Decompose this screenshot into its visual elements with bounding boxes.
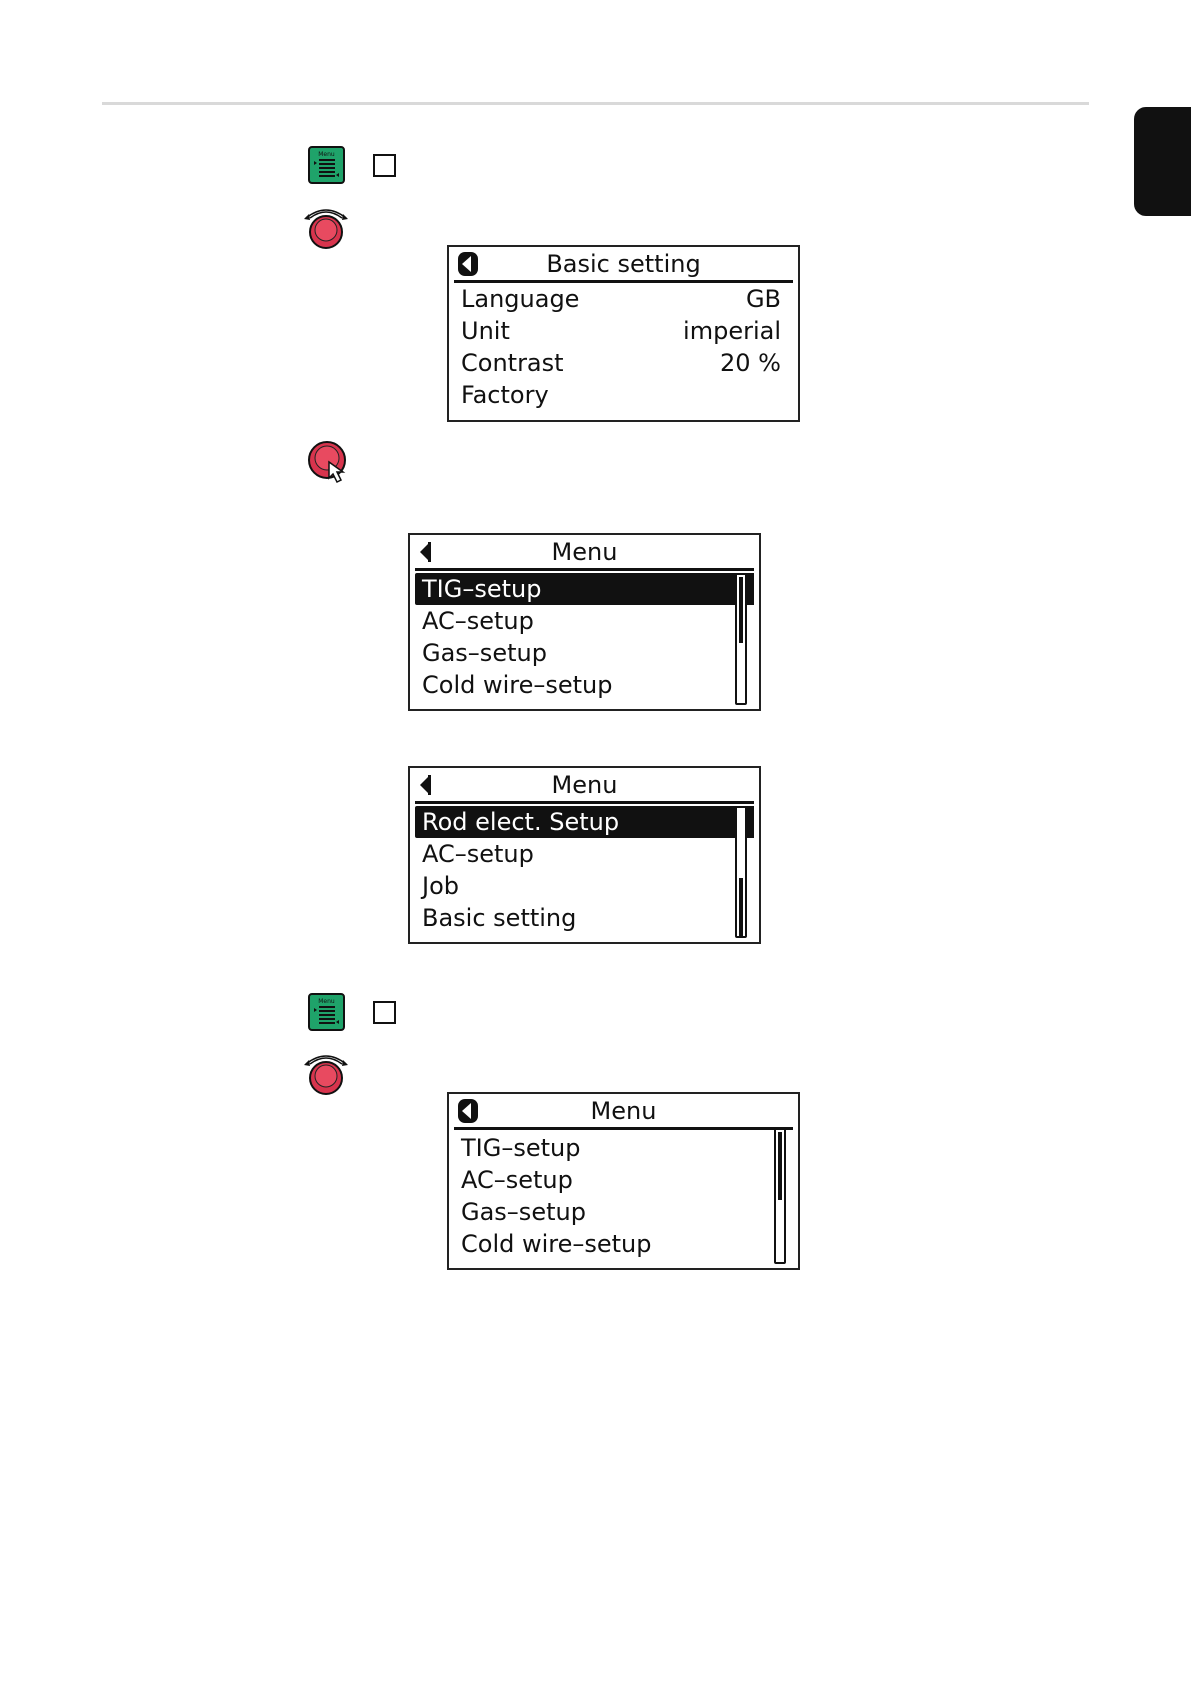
menu-button-icon[interactable] <box>308 993 345 1031</box>
setting-row-language[interactable] <box>454 283 793 315</box>
header-rule <box>102 102 1089 105</box>
display-title: Menu <box>551 771 618 799</box>
setting-label: Factory <box>461 381 549 409</box>
menu-item[interactable] <box>415 605 735 637</box>
menu-item-selected[interactable] <box>415 573 754 605</box>
menu-item-label: Cold wire–setup <box>422 671 613 699</box>
adjusting-dial-press-icon[interactable] <box>307 440 353 488</box>
chapter-tab <box>1134 107 1191 216</box>
menu-item-label: Gas–setup <box>461 1198 586 1226</box>
checkbox-icon <box>373 1001 396 1024</box>
menu-button-label: Menu <box>318 151 335 158</box>
menu-item-label: Gas–setup <box>422 639 547 667</box>
setting-label: Contrast <box>461 349 564 377</box>
scrollbar[interactable] <box>735 806 747 938</box>
menu-item-selected[interactable] <box>415 806 754 838</box>
adjusting-dial-turn-icon[interactable] <box>303 1050 349 1100</box>
menu-item[interactable] <box>415 637 735 669</box>
display-title: Basic setting <box>546 250 701 278</box>
scrollbar-thumb[interactable] <box>778 1132 782 1200</box>
menu-item[interactable] <box>454 1196 774 1228</box>
basic-setting-display <box>447 245 800 422</box>
scrollbar[interactable] <box>774 1128 786 1264</box>
setting-value: imperial <box>683 317 781 345</box>
scrollbar[interactable] <box>735 573 747 705</box>
menu-item[interactable] <box>415 838 735 870</box>
menu-display-3 <box>447 1092 800 1270</box>
setting-row-unit[interactable] <box>454 315 793 347</box>
setting-row-factory[interactable] <box>454 379 793 411</box>
setting-label: Language <box>461 285 580 313</box>
setting-value: GB <box>745 285 781 313</box>
menu-item[interactable] <box>415 902 735 934</box>
menu-display-1 <box>408 533 761 711</box>
menu-button-label: Menu <box>318 998 335 1005</box>
menu-item[interactable] <box>454 1228 774 1260</box>
menu-item-label: TIG–setup <box>422 575 542 603</box>
checkbox-icon <box>373 154 396 177</box>
menu-item-label: Job <box>422 872 459 900</box>
menu-item-label: Basic setting <box>422 904 577 932</box>
menu-item[interactable] <box>454 1164 774 1196</box>
menu-item-label: Cold wire–setup <box>461 1230 652 1258</box>
menu-button-icon[interactable] <box>308 146 345 184</box>
menu-item[interactable] <box>415 669 735 701</box>
setting-label: Unit <box>461 317 510 345</box>
menu-item-label: AC–setup <box>422 840 534 868</box>
adjusting-dial-turn-icon[interactable] <box>303 204 349 254</box>
menu-item[interactable] <box>454 1132 774 1164</box>
menu-item[interactable] <box>415 870 735 902</box>
display-title: Menu <box>590 1097 657 1125</box>
menu-display-2 <box>408 766 761 944</box>
menu-item-label: AC–setup <box>422 607 534 635</box>
display-title: Menu <box>551 538 618 566</box>
menu-item-label: TIG–setup <box>461 1134 581 1162</box>
menu-item-label: Rod elect. Setup <box>422 808 620 836</box>
setting-value: 20 % <box>720 349 781 377</box>
setting-row-contrast[interactable] <box>454 347 793 379</box>
scrollbar-thumb[interactable] <box>739 878 743 936</box>
scrollbar-thumb[interactable] <box>739 577 743 643</box>
menu-item-label: AC–setup <box>461 1166 573 1194</box>
